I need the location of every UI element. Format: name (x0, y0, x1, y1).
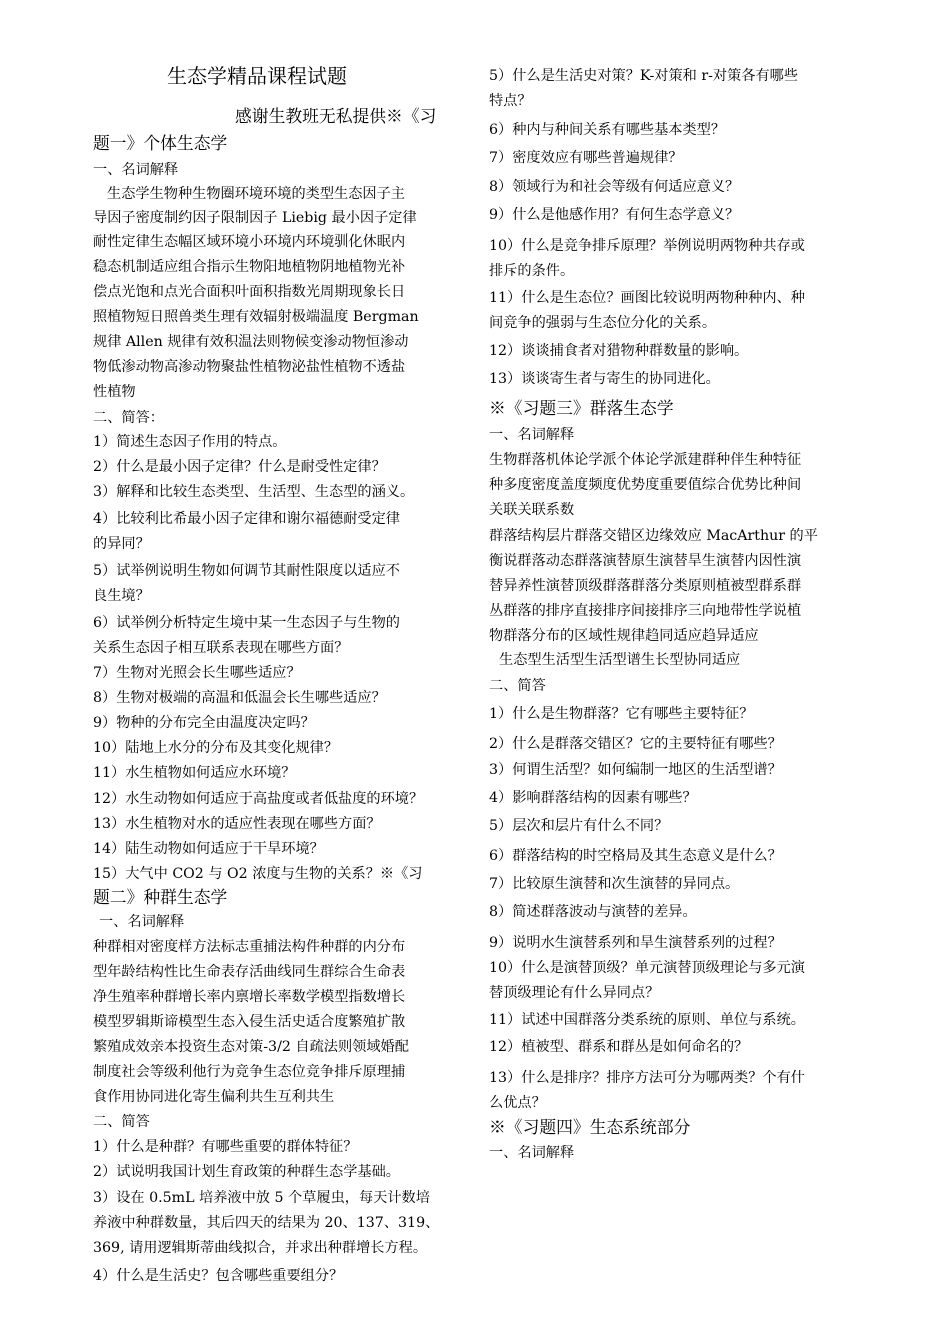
text-line: 生态型生活型生活型谱生长型协同适应 (499, 652, 741, 668)
text-line: 物群落分布的区域性规律趋同适应趋异适应 (489, 628, 759, 644)
text-line: 13）水生植物对水的适应性表现在哪些方面？ (93, 816, 381, 832)
text-line: 排斥的条件。 (489, 263, 575, 279)
text-line: 11）什么是生态位？画图比较说明两物种种内、种 (489, 290, 805, 306)
text-line: 9）什么是他感作用？有何生态学意义？ (489, 207, 740, 223)
text-line: 一、名词解释 (489, 1145, 575, 1161)
text-line: 8）简述群落波动与演替的差异。 (489, 904, 697, 920)
text-line: 14）陆生动物如何适应于干旱环境？ (93, 841, 324, 857)
text-line: 导因子密度制约因子限制因子 Liebig 最小因子定律 (93, 210, 417, 226)
text-line: 净生殖率种群增长率内禀增长率数学模型指数增长 (93, 989, 406, 1005)
text-line: 二、简答 (93, 1114, 150, 1130)
text-line: 7）生物对光照会长生哪些适应？ (93, 665, 301, 681)
text-line: 1）简述生态因子作用的特点。 (93, 434, 287, 450)
text-line: 规律 Allen 规律有效积温法则物候变渗动物恒渗动 (93, 334, 409, 350)
section-heading-line: ※《习题三》群落生态学 (489, 398, 674, 418)
text-line: 5）层次和层片有什么不同？ (489, 818, 669, 834)
text-line: 型年龄结构性比生命表存活曲线同生群综合生命表 (93, 964, 406, 980)
text-line: 一、名词解释 (99, 914, 185, 930)
section-heading-line: 题二》种群生态学 (93, 887, 228, 907)
text-line: 2）什么是群落交错区？它的主要特征有哪些？ (489, 736, 782, 752)
text-line: 模型罗辑斯谛模型生态入侵生活史适合度繁殖扩散 (93, 1014, 406, 1030)
text-line: 5）什么是生活史对策？K-对策和 r-对策各有哪些 (489, 68, 799, 84)
text-line: 3）设在 0.5mL 培养液中放 5 个草履虫，每天计数培 (93, 1190, 430, 1206)
text-line: 6）试举例分析特定生境中某一生态因子与生物的 (93, 615, 400, 631)
text-line: 11）水生植物如何适应水环境？ (93, 765, 296, 781)
text-line: 照植物短日照兽类生理有效辐射极端温度 Bergman (93, 309, 419, 325)
text-line: 衡说群落动态群落演替原生演替旱生演替内因性演 (489, 553, 802, 569)
text-line: 间竞争的强弱与生态位分化的关系。 (489, 315, 717, 331)
text-line: 种群相对密度样方法标志重捕法构件种群的内分布 (93, 939, 406, 955)
text-line: 耐性定律生态幅区域环境小环境内环境驯化休眠内 (93, 234, 406, 250)
text-line: 11）试述中国群落分类系统的原则、单位与系统。 (489, 1012, 805, 1028)
text-line: 生态学生物种生物圈环境环境的类型生态因子主 (107, 186, 405, 202)
text-line: 13）谈谈寄生者与寄生的协同进化。 (489, 371, 720, 387)
page-title: 生态学精品课程试题 (167, 64, 347, 88)
text-line: 5）试举例说明生物如何调节其耐性限度以适应不 (93, 563, 400, 579)
text-line: 1）什么是生物群落？它有哪些主要特征？ (489, 706, 754, 722)
text-line: 12）植被型、群系和群丛是如何命名的？ (489, 1039, 749, 1055)
section-heading-line: 感谢生教班无私提供※《习 (235, 106, 437, 126)
text-line: 13）什么是排序？排序方法可分为哪两类？个有什 (489, 1070, 805, 1086)
text-line: 二、简答 (489, 678, 546, 694)
text-line: 4）什么是生活史？包含哪些重要组分？ (93, 1268, 344, 1284)
text-line: 关联关联系数 (489, 502, 575, 518)
text-line: 养液中种群数量，其后四天的结果为 20、137、319、 (93, 1215, 440, 1231)
text-line: 关系生态因子相互联系表现在哪些方面？ (93, 640, 349, 656)
text-line: 7）比较原生演替和次生演替的异同点。 (489, 876, 740, 892)
section-heading-line: 题一》个体生态学 (93, 133, 228, 153)
section-heading-line: ※《习题四》生态系统部分 (489, 1117, 691, 1137)
text-line: 食作用协同进化寄生偏利共生互利共生 (93, 1089, 335, 1105)
text-line: 9）物种的分布完全由温度决定吗？ (93, 715, 315, 731)
text-line: 稳态机制适应组合指示生物阳地植物阴地植物光补 (93, 259, 406, 275)
text-line: 7）密度效应有哪些普遍规律？ (489, 150, 683, 166)
text-line: 4）比较利比希最小因子定律和谢尔福德耐受定律 (93, 511, 400, 527)
text-line: 9）说明水生演替系列和旱生演替系列的过程？ (489, 935, 782, 951)
text-line: 8）生物对极端的高温和低温会长生哪些适应？ (93, 690, 386, 706)
text-line: 特点？ (489, 93, 532, 109)
text-line: 二、简答： (93, 410, 164, 426)
text-line: 良生境？ (93, 588, 150, 604)
text-line: 一、名词解释 (489, 427, 575, 443)
text-line: 369, 请用逻辑斯蒂曲线拟合，并求出种群增长方程。 (93, 1240, 428, 1256)
text-line: 生物群落机体论学派个体论学派建群种伴生种特征 (489, 452, 802, 468)
text-line: 10）什么是演替顶级？单元演替顶级理论与多元演 (489, 960, 805, 976)
text-line: 一、名词解释 (93, 162, 179, 178)
text-line: 2）什么是最小因子定律？什么是耐受性定律？ (93, 459, 386, 475)
text-line: 的异同？ (93, 536, 150, 552)
text-line: 3）何谓生活型？如何编制一地区的生活型谱？ (489, 762, 782, 778)
text-line: 种多度密度盖度频度优势度重要值综合优势比种间 (489, 477, 802, 493)
text-line: 偿点光饱和点光合面积叶面积指数光周期现象长日 (93, 284, 406, 300)
text-line: 10）什么是竞争排斥原理？举例说明两物种共存或 (489, 238, 805, 254)
text-line: 群落结构层片群落交错区边缘效应 MacArthur 的平 (489, 528, 818, 544)
text-line: 替异养性演替顶级群落群落分类原则植被型群系群 (489, 578, 802, 594)
text-line: 4）影响群落结构的因素有哪些？ (489, 790, 697, 806)
text-line: 15）大气中 CO2 与 O2 浓度与生物的关系？※《习 (93, 866, 423, 882)
text-line: 繁殖成效亲本投资生态对策-3/2 自疏法则领域婚配 (93, 1039, 409, 1055)
text-line: 10）陆地上水分的分布及其变化规律？ (93, 740, 339, 756)
text-line: 8）领域行为和社会等级有何适应意义？ (489, 179, 740, 195)
text-line: 么优点？ (489, 1095, 546, 1111)
text-line: 制度社会等级利他行为竞争生态位竞争排斥原理捕 (93, 1064, 406, 1080)
text-line: 性植物 (93, 384, 136, 400)
text-line: 6）群落结构的时空格局及其生态意义是什么？ (489, 848, 782, 864)
text-line: 6）种内与种间关系有哪些基本类型？ (489, 122, 726, 138)
text-line: 1）什么是种群？有哪些重要的群体特征？ (93, 1139, 358, 1155)
text-line: 12）谈谈捕食者对猎物种群数量的影响。 (489, 343, 749, 359)
text-line: 2）试说明我国计划生育政策的种群生态学基础。 (93, 1164, 400, 1180)
text-line: 3）解释和比较生态类型、生活型、生态型的涵义。 (93, 484, 415, 500)
text-line: 12）水生动物如何适应于高盐度或者低盐度的环境？ (93, 791, 424, 807)
text-line: 物低渗动物高渗动物聚盐性植物泌盐性植物不透盐 (93, 359, 406, 375)
text-line: 替顶级理论有什么异同点？ (489, 985, 660, 1001)
text-line: 丛群落的排序直接排序间接排序三向地带性学说植 (489, 603, 802, 619)
